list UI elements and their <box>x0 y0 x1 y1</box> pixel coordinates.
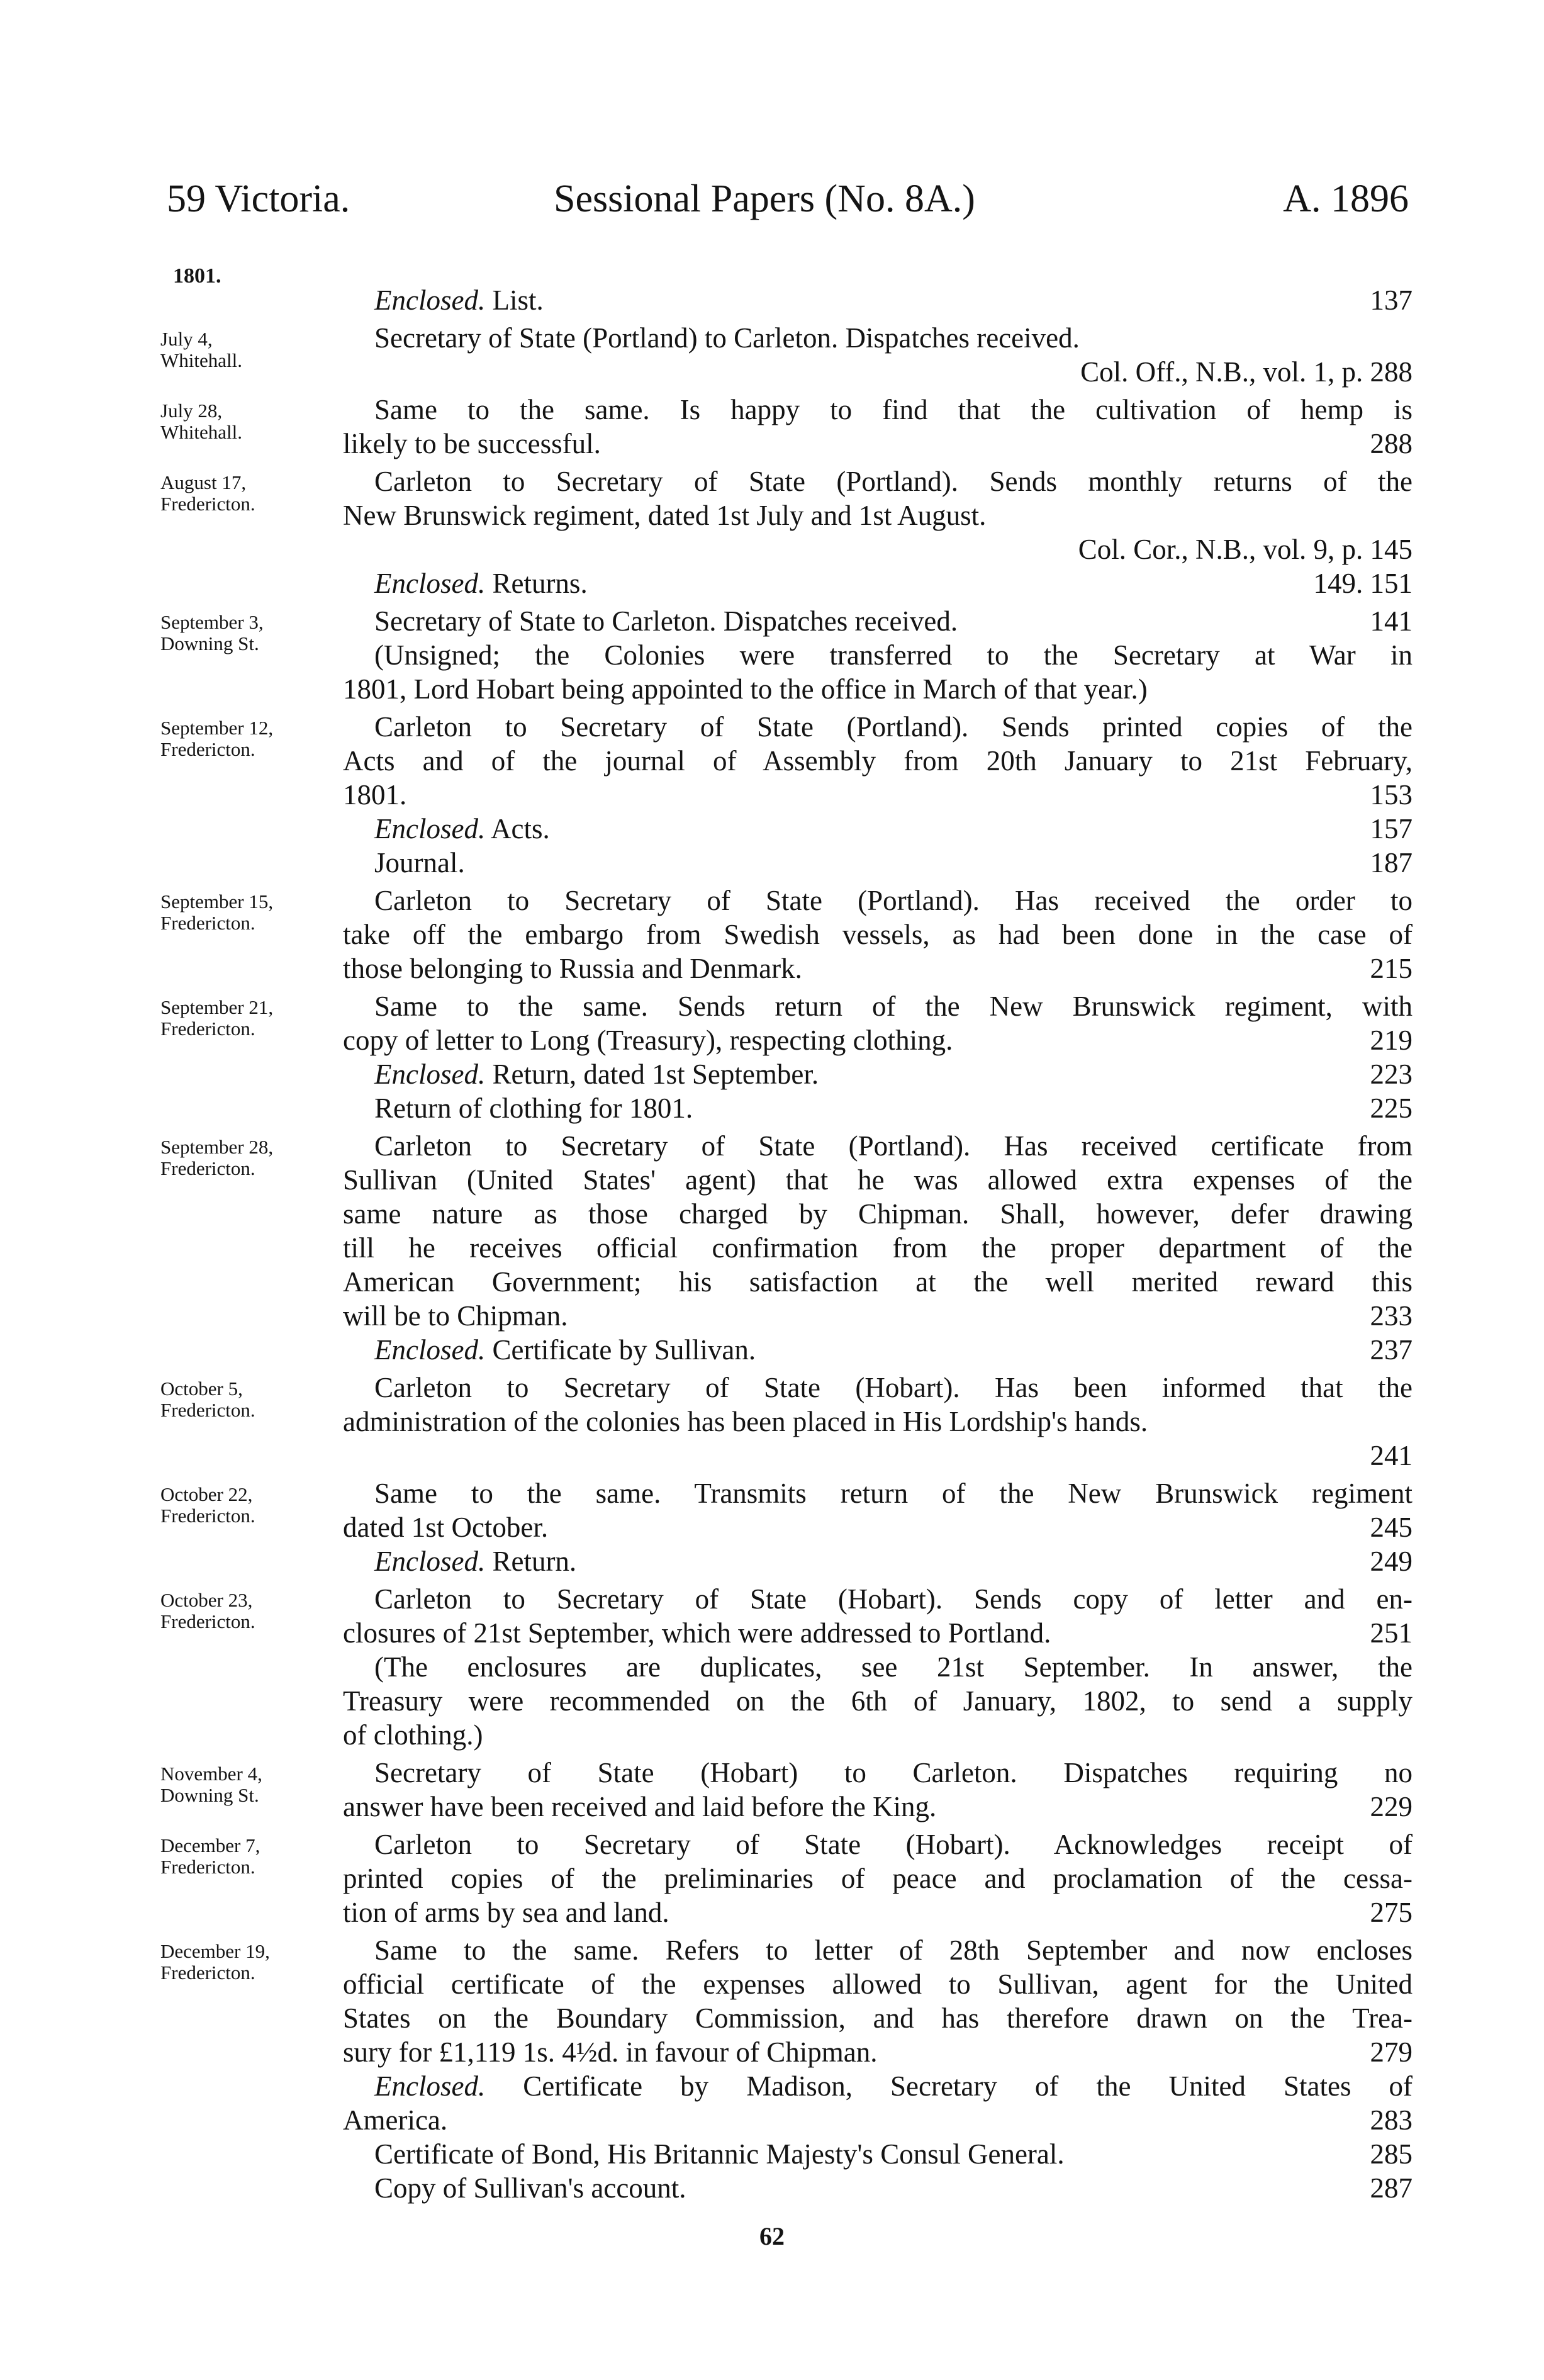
line-text: States on the Boundary Commission, and has therefore drawn on the Trea- <box>343 2002 1413 2034</box>
entry-line <box>343 1510 1413 1544</box>
entry-place: Fredericton. <box>160 1856 255 1878</box>
archive-reference: Col. Off., N.B., vol. 1, p. 288 <box>1080 356 1413 388</box>
entry-date: November 4, <box>160 1763 262 1785</box>
page-reference: 137 <box>1370 284 1413 316</box>
calendar-entry <box>160 393 1413 461</box>
line-text <box>374 566 1301 600</box>
entry-date: September 3, <box>160 611 264 633</box>
page-reference: 223 <box>1370 1058 1413 1090</box>
line-text: Secretary of State to Carleton. Dispatches received. <box>374 605 958 637</box>
line-text: New Brunswick regiment, dated 1st July and 1st August. <box>343 500 987 531</box>
line-text: Same to the same. Sends return of the New Brunswick regiment, with <box>374 991 1413 1022</box>
page-reference: 245 <box>1370 1512 1413 1543</box>
archive-reference: Col. Cor., N.B., vol. 9, p. 145 <box>1078 534 1413 565</box>
entry-place: Fredericton. <box>160 493 255 515</box>
line-text: Same to the same. Refers to letter of 28th September and now encloses <box>374 1934 1413 1966</box>
entry-line <box>343 1057 1413 1091</box>
entry-place: Fredericton. <box>160 1962 255 1984</box>
line-text: Carleton to Secretary of State (Portland). Has received the order to <box>374 885 1413 916</box>
page-reference: 225 <box>1370 1092 1413 1124</box>
page-reference: 275 <box>1370 1897 1413 1928</box>
entry-line <box>343 2171 1413 2205</box>
entry-line <box>343 638 1413 672</box>
enclosed-label: Enclosed. <box>374 1334 486 1366</box>
line-text: Copy of Sullivan's account. <box>374 2172 686 2204</box>
entry-place: Whitehall. <box>160 421 242 443</box>
page-reference: 288 <box>1370 428 1413 459</box>
entry-place: Downing St. <box>160 632 259 654</box>
line-text: Sullivan (United States' agent) that he was allowed extra expenses of the <box>343 1164 1413 1196</box>
entry-line <box>343 778 1413 812</box>
enclosed-description: Certificate by Sullivan. <box>485 1334 756 1366</box>
entry-line <box>343 1861 1413 1895</box>
entry-line <box>343 1163 1413 1197</box>
line-text <box>374 1544 1358 1578</box>
entry-date-place <box>160 321 343 389</box>
calendar-entry <box>160 884 1413 985</box>
entry-line <box>343 1718 1413 1752</box>
line-text: (Unsigned; the Colonies were transferred to the Secretary at War in <box>374 639 1413 671</box>
entry-date-place <box>160 710 343 880</box>
line-text <box>374 283 1358 317</box>
entry-line <box>343 2069 1413 2103</box>
entry-place: Fredericton. <box>160 1610 255 1632</box>
line-text: 1801. <box>343 779 407 811</box>
entry-line <box>343 355 1413 389</box>
entry-line <box>343 283 1413 317</box>
enclosed-description: Acts. <box>485 813 550 845</box>
line-text: likely to be successful. <box>343 428 601 459</box>
calendar-entry <box>160 710 1413 880</box>
entry-line <box>343 951 1413 985</box>
entry-place: Fredericton. <box>160 1399 255 1421</box>
entry-place: Fredericton. <box>160 738 255 760</box>
line-text: Acts and of the journal of Assembly from 20th January to 21st February, <box>343 745 1413 777</box>
line-text: of clothing.) <box>343 1719 483 1751</box>
calendar-entry <box>160 1756 1413 1824</box>
line-text: will be to Chipman. <box>343 1300 568 1332</box>
calendar-entry <box>160 1827 1413 1929</box>
page-reference: 157 <box>1370 813 1413 845</box>
line-text <box>374 1057 1358 1091</box>
page-reference: 153 <box>1370 779 1413 811</box>
entry-text <box>343 1129 1413 1367</box>
entry-place: Fredericton. <box>160 912 255 934</box>
entry-date: September 15, <box>160 890 274 912</box>
entry-line <box>343 2103 1413 2137</box>
entry-line <box>343 1616 1413 1650</box>
entry-date: December 19, <box>160 1940 270 1962</box>
line-text: closures of 21st September, which were addressed to Portland. <box>343 1617 1051 1649</box>
entry-date: September 28, <box>160 1136 274 1158</box>
entry-place: Fredericton. <box>160 1018 255 1040</box>
page-reference: 237 <box>1370 1334 1413 1366</box>
page-reference: 251 <box>1370 1617 1413 1649</box>
line-text: America. <box>343 2104 448 2136</box>
calendar-entry <box>160 1476 1413 1578</box>
entry-line <box>343 1299 1413 1333</box>
calendar-entry <box>160 1129 1413 1367</box>
entry-line <box>343 321 1413 355</box>
calendar-entry <box>160 321 1413 389</box>
entry-place: Fredericton. <box>160 1505 255 1527</box>
entry-line <box>343 672 1413 706</box>
year-label: 1801. <box>173 264 221 288</box>
page-reference: 215 <box>1370 953 1413 984</box>
calendar-entry <box>160 604 1413 706</box>
line-text: Carleton to Secretary of State (Hobart). Has been informed that the <box>374 1372 1413 1403</box>
line-text: dated 1st October. <box>343 1512 549 1543</box>
line-text: (The enclosures are duplicates, see 21st September. In answer, the <box>374 1651 1413 1683</box>
entry-line <box>343 1544 1413 1578</box>
entry-date-place <box>160 604 343 706</box>
entry-line <box>343 1827 1413 1861</box>
page-reference: 287 <box>1370 2172 1413 2204</box>
page-reference: 283 <box>1370 2104 1413 2136</box>
entry-text <box>343 321 1413 389</box>
entry-text <box>343 464 1413 600</box>
entry-line <box>343 812 1413 846</box>
entry-line <box>343 532 1413 566</box>
entry-line <box>343 393 1413 427</box>
entry-line <box>343 989 1413 1023</box>
entry-text <box>343 710 1413 880</box>
entry-line <box>343 1756 1413 1790</box>
line-text: Carleton to Secretary of State (Hobart). Sends copy of letter and en- <box>374 1583 1413 1615</box>
line-text: administration of the colonies has been placed in His Lordship's hands. <box>343 1406 1148 1437</box>
entry-date-place <box>160 884 343 985</box>
entry-line <box>343 1790 1413 1824</box>
page-reference: 279 <box>1370 2036 1413 2068</box>
entry-line <box>343 1371 1413 1405</box>
entry-date-place <box>160 1476 343 1578</box>
entry-date: October 22, <box>160 1483 253 1505</box>
enclosed-label: Enclosed. <box>374 813 486 845</box>
calendar-entry <box>160 1582 1413 1752</box>
entry-line <box>343 1023 1413 1057</box>
entry-date: September 12, <box>160 717 274 739</box>
line-text <box>374 1333 1358 1367</box>
entry-line <box>343 1265 1413 1299</box>
entry-text <box>343 1371 1413 1473</box>
entry-date-place <box>160 1129 343 1367</box>
entry-text <box>343 989 1413 1125</box>
calendar-entry <box>160 989 1413 1125</box>
entry-line <box>343 1582 1413 1616</box>
entry-date: July 28, <box>160 400 223 422</box>
entry-text <box>343 1827 1413 1929</box>
running-head-title: Sessional Papers (No. 8A.) <box>554 177 975 220</box>
entry-text <box>343 1756 1413 1824</box>
entry-line <box>343 1231 1413 1265</box>
entry-line <box>343 1684 1413 1718</box>
entry-line <box>343 2035 1413 2069</box>
entry-line <box>343 2001 1413 2035</box>
entry-line <box>343 1895 1413 1929</box>
entry-date: October 23, <box>160 1589 253 1611</box>
line-text: Secretary of State (Portland) to Carleton. Dispatches received. <box>374 322 1080 354</box>
entry-place: Downing St. <box>160 1784 259 1806</box>
entry-line <box>343 884 1413 918</box>
page-reference: 249 <box>1370 1546 1413 1577</box>
line-text <box>374 2070 1413 2102</box>
line-text: official certificate of the expenses allowed to Sullivan, agent for the United <box>343 1968 1413 2000</box>
page-reference: 149. 151 <box>1313 568 1413 599</box>
entry-date: October 5, <box>160 1378 243 1400</box>
page-reference: 187 <box>1370 847 1413 878</box>
line-text: Same to the same. Is happy to find that the cultivation of hemp is <box>374 394 1413 425</box>
line-text: Same to the same. Transmits return of the New Brunswick regiment <box>374 1478 1413 1509</box>
calendar-entry <box>160 283 1413 317</box>
entry-line <box>343 498 1413 532</box>
entry-text <box>343 1933 1413 2205</box>
entry-date-place <box>160 464 343 600</box>
entry-line <box>343 846 1413 880</box>
enclosed-description: List. <box>485 284 544 316</box>
entry-line <box>343 1129 1413 1163</box>
line-text: take off the embargo from Swedish vessels, as had been done in the case of <box>343 919 1413 950</box>
line-text: tion of arms by sea and land. <box>343 1897 669 1928</box>
line-text: copy of letter to Long (Treasury), respecting clothing. <box>343 1024 953 1056</box>
entry-date-place <box>160 1827 343 1929</box>
entry-line <box>343 918 1413 951</box>
calendar-entry <box>160 1371 1413 1473</box>
entry-text <box>343 393 1413 461</box>
entry-text <box>343 1476 1413 1578</box>
archive-reference: 241 <box>1370 1440 1413 1471</box>
line-text: Treasury were recommended on the 6th of January, 1802, to send a supply <box>343 1685 1413 1717</box>
entry-line <box>343 710 1413 744</box>
enclosed-label: Enclosed. <box>374 568 486 599</box>
entry-line <box>343 1333 1413 1367</box>
entry-line <box>343 1933 1413 1967</box>
line-text: Carleton to Secretary of State (Portland). Has received certificate from <box>374 1130 1413 1162</box>
running-head-session: 59 Victoria. <box>167 177 350 220</box>
entry-line <box>343 566 1413 600</box>
page-reference: 233 <box>1370 1300 1413 1332</box>
entry-date: December 7, <box>160 1834 260 1856</box>
entry-date: July 4, <box>160 328 213 350</box>
line-text: 1801, Lord Hobart being appointed to the office in March of that year.) <box>343 673 1148 705</box>
line-text: Secretary of State (Hobart) to Carleton. Dispatches requiring no <box>374 1757 1413 1788</box>
line-text <box>374 812 1358 846</box>
page-reference: 229 <box>1370 1791 1413 1822</box>
entry-place: Fredericton. <box>160 1157 255 1179</box>
line-text: sury for £1,119 1s. 4½d. in favour of Chipman. <box>343 2036 878 2068</box>
running-head-year: A. 1896 <box>1283 177 1409 220</box>
line-text: Journal. <box>374 847 465 878</box>
entry-line <box>343 1091 1413 1125</box>
calendar-entry <box>160 1933 1413 2205</box>
entry-text <box>343 884 1413 985</box>
entry-place: Whitehall. <box>160 349 242 371</box>
calendar-entry <box>160 464 1413 600</box>
entry-line <box>343 1439 1413 1473</box>
entry-line <box>343 604 1413 638</box>
page-number: 62 <box>759 2222 785 2250</box>
enclosed-description: Returns. <box>485 568 588 599</box>
enclosed-label: Enclosed. <box>374 1546 486 1577</box>
entry-date-place <box>160 1371 343 1473</box>
line-text: till he receives official confirmation from the proper department of the <box>343 1232 1413 1264</box>
enclosed-description: Return. <box>485 1546 577 1577</box>
entry-date-place <box>160 1582 343 1752</box>
line-text: American Government; his satisfaction at the well merited reward this <box>343 1266 1413 1298</box>
calendar-entries <box>160 283 1413 2209</box>
page-reference: 141 <box>1370 605 1413 637</box>
page-reference: 285 <box>1370 2138 1413 2170</box>
entry-date-place <box>160 393 343 461</box>
page-reference: 219 <box>1370 1024 1413 1056</box>
enclosed-label: Enclosed. <box>374 284 486 316</box>
line-text: Certificate of Bond, His Britannic Majesty's Consul General. <box>374 2138 1065 2170</box>
line-text: same nature as those charged by Chipman. Shall, however, defer drawing <box>343 1198 1413 1230</box>
entry-date-place <box>160 989 343 1125</box>
line-text: Return of clothing for 1801. <box>374 1092 693 1124</box>
line-text: answer have been received and laid before the King. <box>343 1791 937 1822</box>
line-text: printed copies of the preliminaries of peace and proclamation of the cessa- <box>343 1863 1413 1894</box>
enclosed-label: Enclosed. <box>374 1058 486 1090</box>
line-text: those belonging to Russia and Denmark. <box>343 953 802 984</box>
enclosed-label: Enclosed. <box>374 2070 486 2102</box>
entry-date: August 17, <box>160 471 247 493</box>
entry-line <box>343 2137 1413 2171</box>
line-text: Carleton to Secretary of State (Portland). Sends printed copies of the <box>374 711 1413 743</box>
entry-line <box>343 744 1413 778</box>
entry-date-place <box>160 1933 343 2205</box>
entry-line <box>343 427 1413 461</box>
entry-line <box>343 1967 1413 2001</box>
entry-line <box>343 1476 1413 1510</box>
entry-text <box>343 1582 1413 1752</box>
entry-text <box>343 283 1413 317</box>
entry-line <box>343 464 1413 498</box>
enclosed-description: Certificate by Madison, Secretary of the United States of <box>485 2070 1413 2102</box>
entry-date: September 21, <box>160 996 274 1018</box>
entry-line <box>343 1197 1413 1231</box>
enclosed-description: Return, dated 1st September. <box>485 1058 819 1090</box>
entry-date-place <box>160 1756 343 1824</box>
entry-line <box>343 1405 1413 1439</box>
entry-text <box>343 604 1413 706</box>
line-text: Carleton to Secretary of State (Hobart). Acknowledges receipt of <box>374 1829 1413 1860</box>
entry-date-place <box>160 283 343 317</box>
line-text: Carleton to Secretary of State (Portland). Sends monthly returns of the <box>374 466 1413 497</box>
entry-line <box>343 1650 1413 1684</box>
